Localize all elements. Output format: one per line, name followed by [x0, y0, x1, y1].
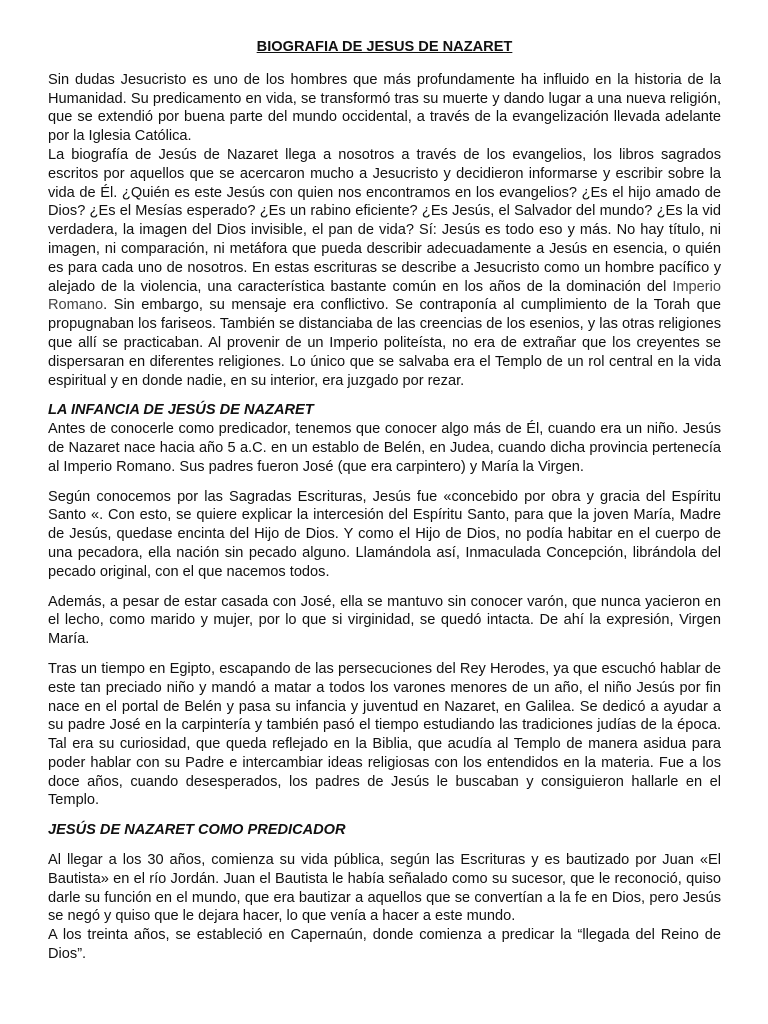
infancia-paragraph-2: Según conocemos por las Sagradas Escrituras, Jesús fue «concebido por obra y gracia del Espíritu Santo «. Con esto, se quiere explicar la intercesión del Espíritu Santo, para que la joven María, Madre de Jesús, quedase encinta del Hijo de Dios. Y como el Hijo de Dios, no podía habitar en el cuerpo de una pecadora, ella nación sin pecado alguno. Llamándola así, Inmaculada Concepción, librándola del pecado original, con el que nacemos todos.: [48, 488, 721, 580]
section-heading-infancia: LA INFANCIA DE JESÚS DE NAZARET: [48, 402, 314, 419]
predicador-paragraph-1: Al llegar a los 30 años, comienza su vida pública, según las Escrituras y es bautizado por Juan «El Bautista» en el río Jordán. Juan el Bautista le había señalado como su sucesor, que le reconoció, quiso darle su función en el mundo, que era bautizar a aquellos que se convertían a la fe en Dios, pero Jesús se negó y quiso que le dejara hacer, lo que venía a hacer a este mundo.: [48, 852, 721, 925]
intro-paragraph-2: [48, 146, 721, 390]
infancia-paragraph-4: Tras un tiempo en Egipto, escapando de las persecuciones del Rey Herodes, ya que escuchó hablar de este tan preciado niño y mandó a matar a todos los varones menores de un año, el niño Jesús por fin nace en el portal de Belén y pasa su infancia y juventud en Nazaret, en Galilea. Se dedicó a ayudar a su padre José en la carpintería y también pasó el tiempo estudiando las tradiciones judías de la época. Tal era su curiosidad, que queda reflejado en la Biblia, que acudía al Templo de manera asidua para poder hablar con su Padre e intercambiar ideas religiosas con los entendidos en la materia. Fue a los doce años, cuando desesperados, los padres de Jesús le buscaban y consiguieron hallarle en el Templo.: [48, 660, 721, 809]
imperio-romano-link[interactable]: Imperio Romano: [48, 278, 721, 314]
infancia-paragraph-1: Antes de conocerle como predicador, tenemos que conocer algo más de Él, cuando era un niño. Jesús de Nazaret nace hacia año 5 a.C. en un establo de Belén, en Judea, cuando dicha provincia pertenecía al Imperio Romano. Sus padres fueron José (que era carpintero) y María la Virgen.: [48, 421, 721, 475]
intro-paragraph-1: Sin dudas Jesucristo es uno de los hombres que más profundamente ha influido en la historia de la Humanidad. Su predicamento en vida, se transformó tras su muerte y dando lugar a una nueva religión, que se extendió por buena parte del mundo occidental, a través de la evangelización llevada adelante por la Iglesia Católica.: [48, 71, 721, 145]
intro-paragraph-2-text-b: . Sin embargo, su mensaje era conflictivo. Se contraponía al cumplimiento de la Torah que propugnaban los fariseos. También se distanciaba de las creencias de los esenios, y las otras religiones que allí se practicaban. Al provenir de un Imperio politeísta, no era de extrañar que los creyentes se dispersaran en diferentes religiones. Lo único que se salvaba era el Templo de un rol central en la vida espiritual y en donde nadie, en su interior, era juzgado por rezar.: [48, 297, 721, 389]
intro-paragraph-2-text-a: La biografía de Jesús de Nazaret llega a nosotros a través de los evangelios, los libros sagrados escritos por aquellos que se acercaron mucho a Jesucristo y decidieron informarse y escribir sobre la vida de Él. ¿Quién es este Jesús con quien nos encontramos en los evangelios? ¿Es el hijo amado de Dios? ¿Es el Mesías esperado? ¿Es un rabino eficiente? ¿Es Jesús, el Salvador del mundo? ¿Es la vid verdadera, la imagen del Dios invisible, el pan de vida? Sí: Jesús es todo eso y más. No hay título, ni imagen, ni comparación, ni metáfora que pueda describir adecuadamente a Jesús en esencia, o quién es para cada uno de nosotros. En estas escrituras se describe a Jesucristo como un hombre pacífico y alejado de la violencia, una característica bastante común en los años de la dominación del: [48, 146, 721, 295]
document-title: BIOGRAFIA DE JESUS DE NAZARET: [256, 39, 513, 55]
section-heading-predicador: JESÚS DE NAZARET COMO PREDICADOR: [48, 822, 346, 839]
predicador-paragraph-2: A los treinta años, se estableció en Capernaún, donde comienza a predicar la “llegada del Reino de Dios”.: [48, 927, 721, 963]
document-page: [48, 38, 721, 964]
infancia-paragraph-3: Además, a pesar de estar casada con José, ella se mantuvo sin conocer varón, que nunca yacieron en el lecho, como marido y mujer, por lo que si virginidad, se quedó intacta. De ahí la expresión, Virgen María.: [48, 593, 721, 648]
